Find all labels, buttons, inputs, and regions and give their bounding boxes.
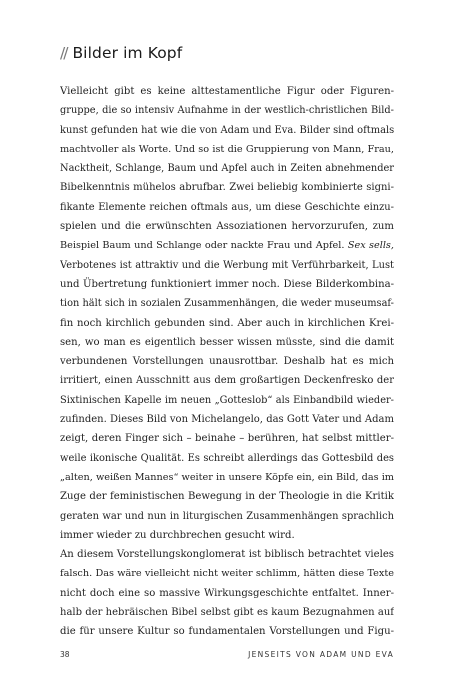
text-line-content: Vielleicht gibt es keine alttestamentliche Figur oder Figuren-	[60, 86, 394, 97]
text-line-content: fikante Elemente reichen oftmals aus, um diese Geschichte einzu-	[60, 201, 394, 213]
text-line	[60, 429, 394, 448]
text-line-content: fin noch kirchlich gebunden sind. Aber auch in kirchlichen Krei-	[60, 317, 394, 329]
text-line	[60, 507, 394, 526]
italic-phrase: Sex sells,	[347, 240, 394, 252]
text-line	[60, 391, 394, 410]
text-line-content: Sixtinischen Kapelle im neuen „Gotteslob“ als Einbandbild wieder-	[60, 394, 394, 406]
text-line-content: irritiert, einen Ausschnitt aus dem großartigen Deckenfresko der	[60, 375, 394, 387]
text-line	[60, 410, 394, 429]
text-line-content: gruppe, die so intensiv Aufnahme in der westlich-christlichen Bild-	[60, 105, 394, 117]
text-line-content: zeigt, deren Finger sich – beinahe – berühren, hat selbst mittler-	[60, 433, 394, 445]
text-line	[60, 526, 394, 545]
text-line	[60, 121, 394, 140]
text-line-content: nicht doch eine so massive Wirkungsgeschichte entfaltet. Inner-	[60, 587, 394, 599]
body-text	[60, 82, 394, 642]
text-line	[60, 236, 394, 255]
text-line	[60, 584, 394, 603]
text-line-content: machtvoller als Worte. Und so ist die Gruppierung von Mann, Frau,	[60, 143, 394, 155]
text-line-content: geraten war und nun in liturgischen Zusammenhängen sprachlich	[60, 510, 394, 522]
text-line	[60, 352, 394, 371]
text-line-content: sen, wo man es eigentlich besser wissen müsste, sind die damit	[60, 336, 394, 348]
text-line-content: verbundenen Vorstellungen unausrottbar. Deshalb hat es mich	[60, 356, 394, 368]
text-line	[60, 82, 394, 101]
text-line-content: die für unsere Kultur so fundamentalen Vorstellungen und Figu-	[60, 626, 394, 638]
text-line	[60, 314, 394, 333]
text-line	[60, 622, 394, 641]
text-line	[60, 487, 394, 506]
text-line-content: falsch. Das wäre vielleicht nicht weiter schlimm, hätten diese Texte	[60, 568, 394, 580]
double-slash-mark: //	[60, 44, 67, 62]
text-line-content: spielen und die erwünschten Assoziationen hervorzurufen, zum	[60, 221, 394, 233]
section-heading	[60, 44, 182, 62]
text-line	[60, 468, 394, 487]
text-line	[60, 217, 394, 236]
text-line	[60, 101, 394, 120]
text-line	[60, 603, 394, 622]
text-line-content: zufinden. Dieses Bild von Michelangelo, das Gott Vater und Adam	[60, 414, 394, 426]
text-line	[60, 545, 394, 564]
text-line	[60, 256, 394, 275]
text-line	[60, 159, 394, 178]
page-footer	[60, 650, 394, 664]
text-line-content: Beispiel Baum und Schlange oder nackte Frau und Apfel.	[60, 240, 348, 252]
text-line	[60, 140, 394, 159]
page-number: 38	[60, 650, 70, 659]
text-line-content: halb der hebräischen Bibel selbst gibt es kaum Bezugnahmen auf	[60, 607, 394, 619]
text-line	[60, 333, 394, 352]
text-line-content: Zuge der feministischen Bewegung in der Theologie in die Kritik	[60, 491, 394, 503]
text-line-content: kunst gefunden hat wie die von Adam und Eva. Bilder sind oftmals	[60, 124, 394, 136]
text-line	[60, 371, 394, 390]
text-line-content: und Übertretung funktioniert immer noch. Diese Bilderkombina-	[60, 278, 394, 290]
text-line-content: An diesem Vorstellungskonglomerat ist biblisch betrachtet vieles	[60, 549, 394, 561]
text-line-content: Bibelkenntnis mühelos abrufbar. Zwei beliebig kombinierte signi-	[60, 182, 394, 194]
text-line	[60, 198, 394, 217]
text-line-content: Nacktheit, Schlange, Baum und Apfel auch in Zeiten abnehmender	[60, 163, 394, 175]
text-line	[60, 449, 394, 468]
text-line	[60, 564, 394, 583]
running-head: JENSEITS VON ADAM UND EVA	[248, 650, 394, 659]
text-line-content: tion hält sich in sozialen Zusammenhängen, die weder museumsaf-	[60, 298, 394, 310]
text-line	[60, 178, 394, 197]
section-title: Bilder im Kopf	[72, 44, 183, 62]
text-line	[60, 275, 394, 294]
text-line-content: „alten, weißen Mannes“ weiter in unsere Köpfe ein, ein Bild, das im	[60, 471, 394, 483]
text-line-content: Verbotenes ist attraktiv und die Werbung mit Verführbarkeit, Lust	[60, 259, 394, 271]
text-line-content: immer wieder zu durchbrechen gesucht wird.	[60, 529, 295, 541]
text-line	[60, 294, 394, 313]
text-line-content: weile ikonische Qualität. Es schreibt allerdings das Gottesbild des	[60, 452, 394, 464]
